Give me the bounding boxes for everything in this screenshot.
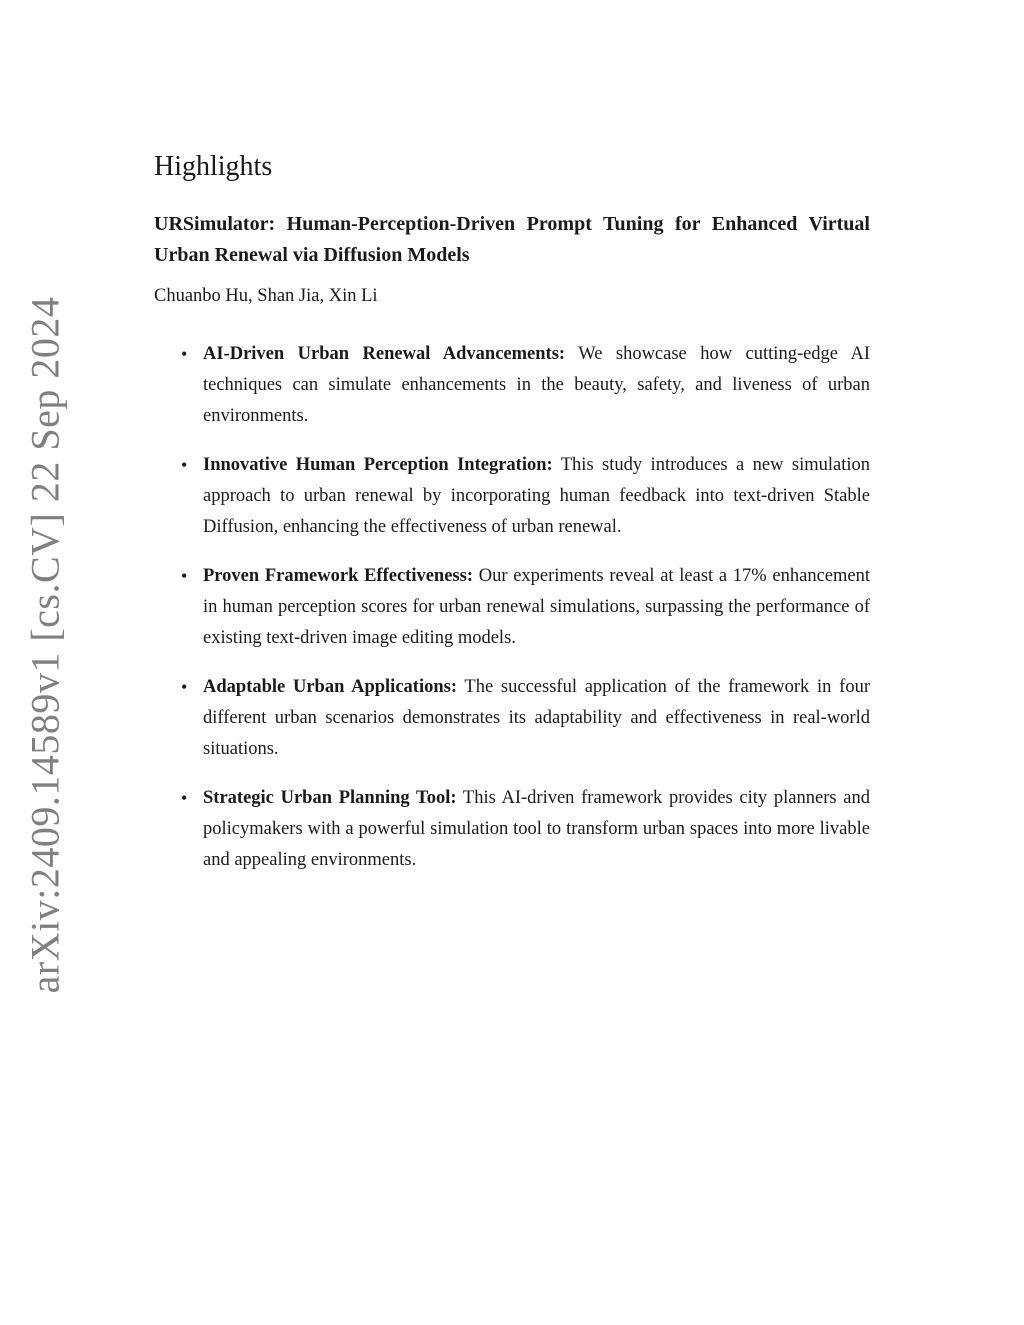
highlight-title: Proven Framework Effectiveness: [203, 565, 473, 586]
highlights-page [154, 150, 870, 894]
highlight-text: Our experiments reveal at least a 17% enhancement in human perception scores for urban renewal simulations, surpassing the performance of existing text-driven image editing models. [203, 565, 871, 648]
highlight-item [181, 783, 870, 876]
bullet-icon: • [181, 343, 188, 364]
bullet-icon: • [181, 565, 188, 586]
highlight-text: We showcase how cutting-edge AI techniques can simulate enhancements in the beauty, safety, and liveness of urban environments. [203, 343, 870, 426]
highlight-item [181, 672, 871, 765]
highlight-title: Adaptable Urban Applications: [203, 676, 457, 697]
highlight-text: The successful application of the framework in four different urban scenarios demonstrates its adaptability and effectiveness in real-world situations. [203, 676, 871, 759]
highlight-text: This AI-driven framework provides city planners and policymakers with a powerful simulation tool to transform urban spaces into more livable and appealing environments. [203, 787, 870, 870]
bullet-icon: • [181, 454, 188, 475]
arxiv-identifier: arXiv:2409.14589v1 [cs.CV] 22 Sep 2024 [22, 296, 68, 994]
highlight-item [181, 561, 871, 654]
highlight-text: This study introduces a new simulation approach to urban renewal by incorporating human feedback into text-driven Stable Diffusion, enhancing the effectiveness of urban renewal. [203, 454, 870, 537]
bullet-icon: • [181, 787, 188, 808]
paper-title: URSimulator: Human-Perception-Driven Prompt Tuning for Enhanced Virtual Urban Renewal via Diffusion Models [154, 212, 870, 266]
bullet-icon: • [181, 676, 188, 697]
highlight-item [181, 339, 870, 432]
highlight-title: Strategic Urban Planning Tool: [203, 787, 457, 808]
highlight-item [181, 450, 870, 543]
highlights-list [154, 339, 870, 876]
author-list: Chuanbo Hu, Shan Jia, Xin Li [154, 285, 378, 306]
page-heading: Highlights [154, 151, 273, 182]
highlight-title: Innovative Human Perception Integration: [203, 454, 553, 475]
highlight-title: AI-Driven Urban Renewal Advancements: [203, 343, 566, 364]
